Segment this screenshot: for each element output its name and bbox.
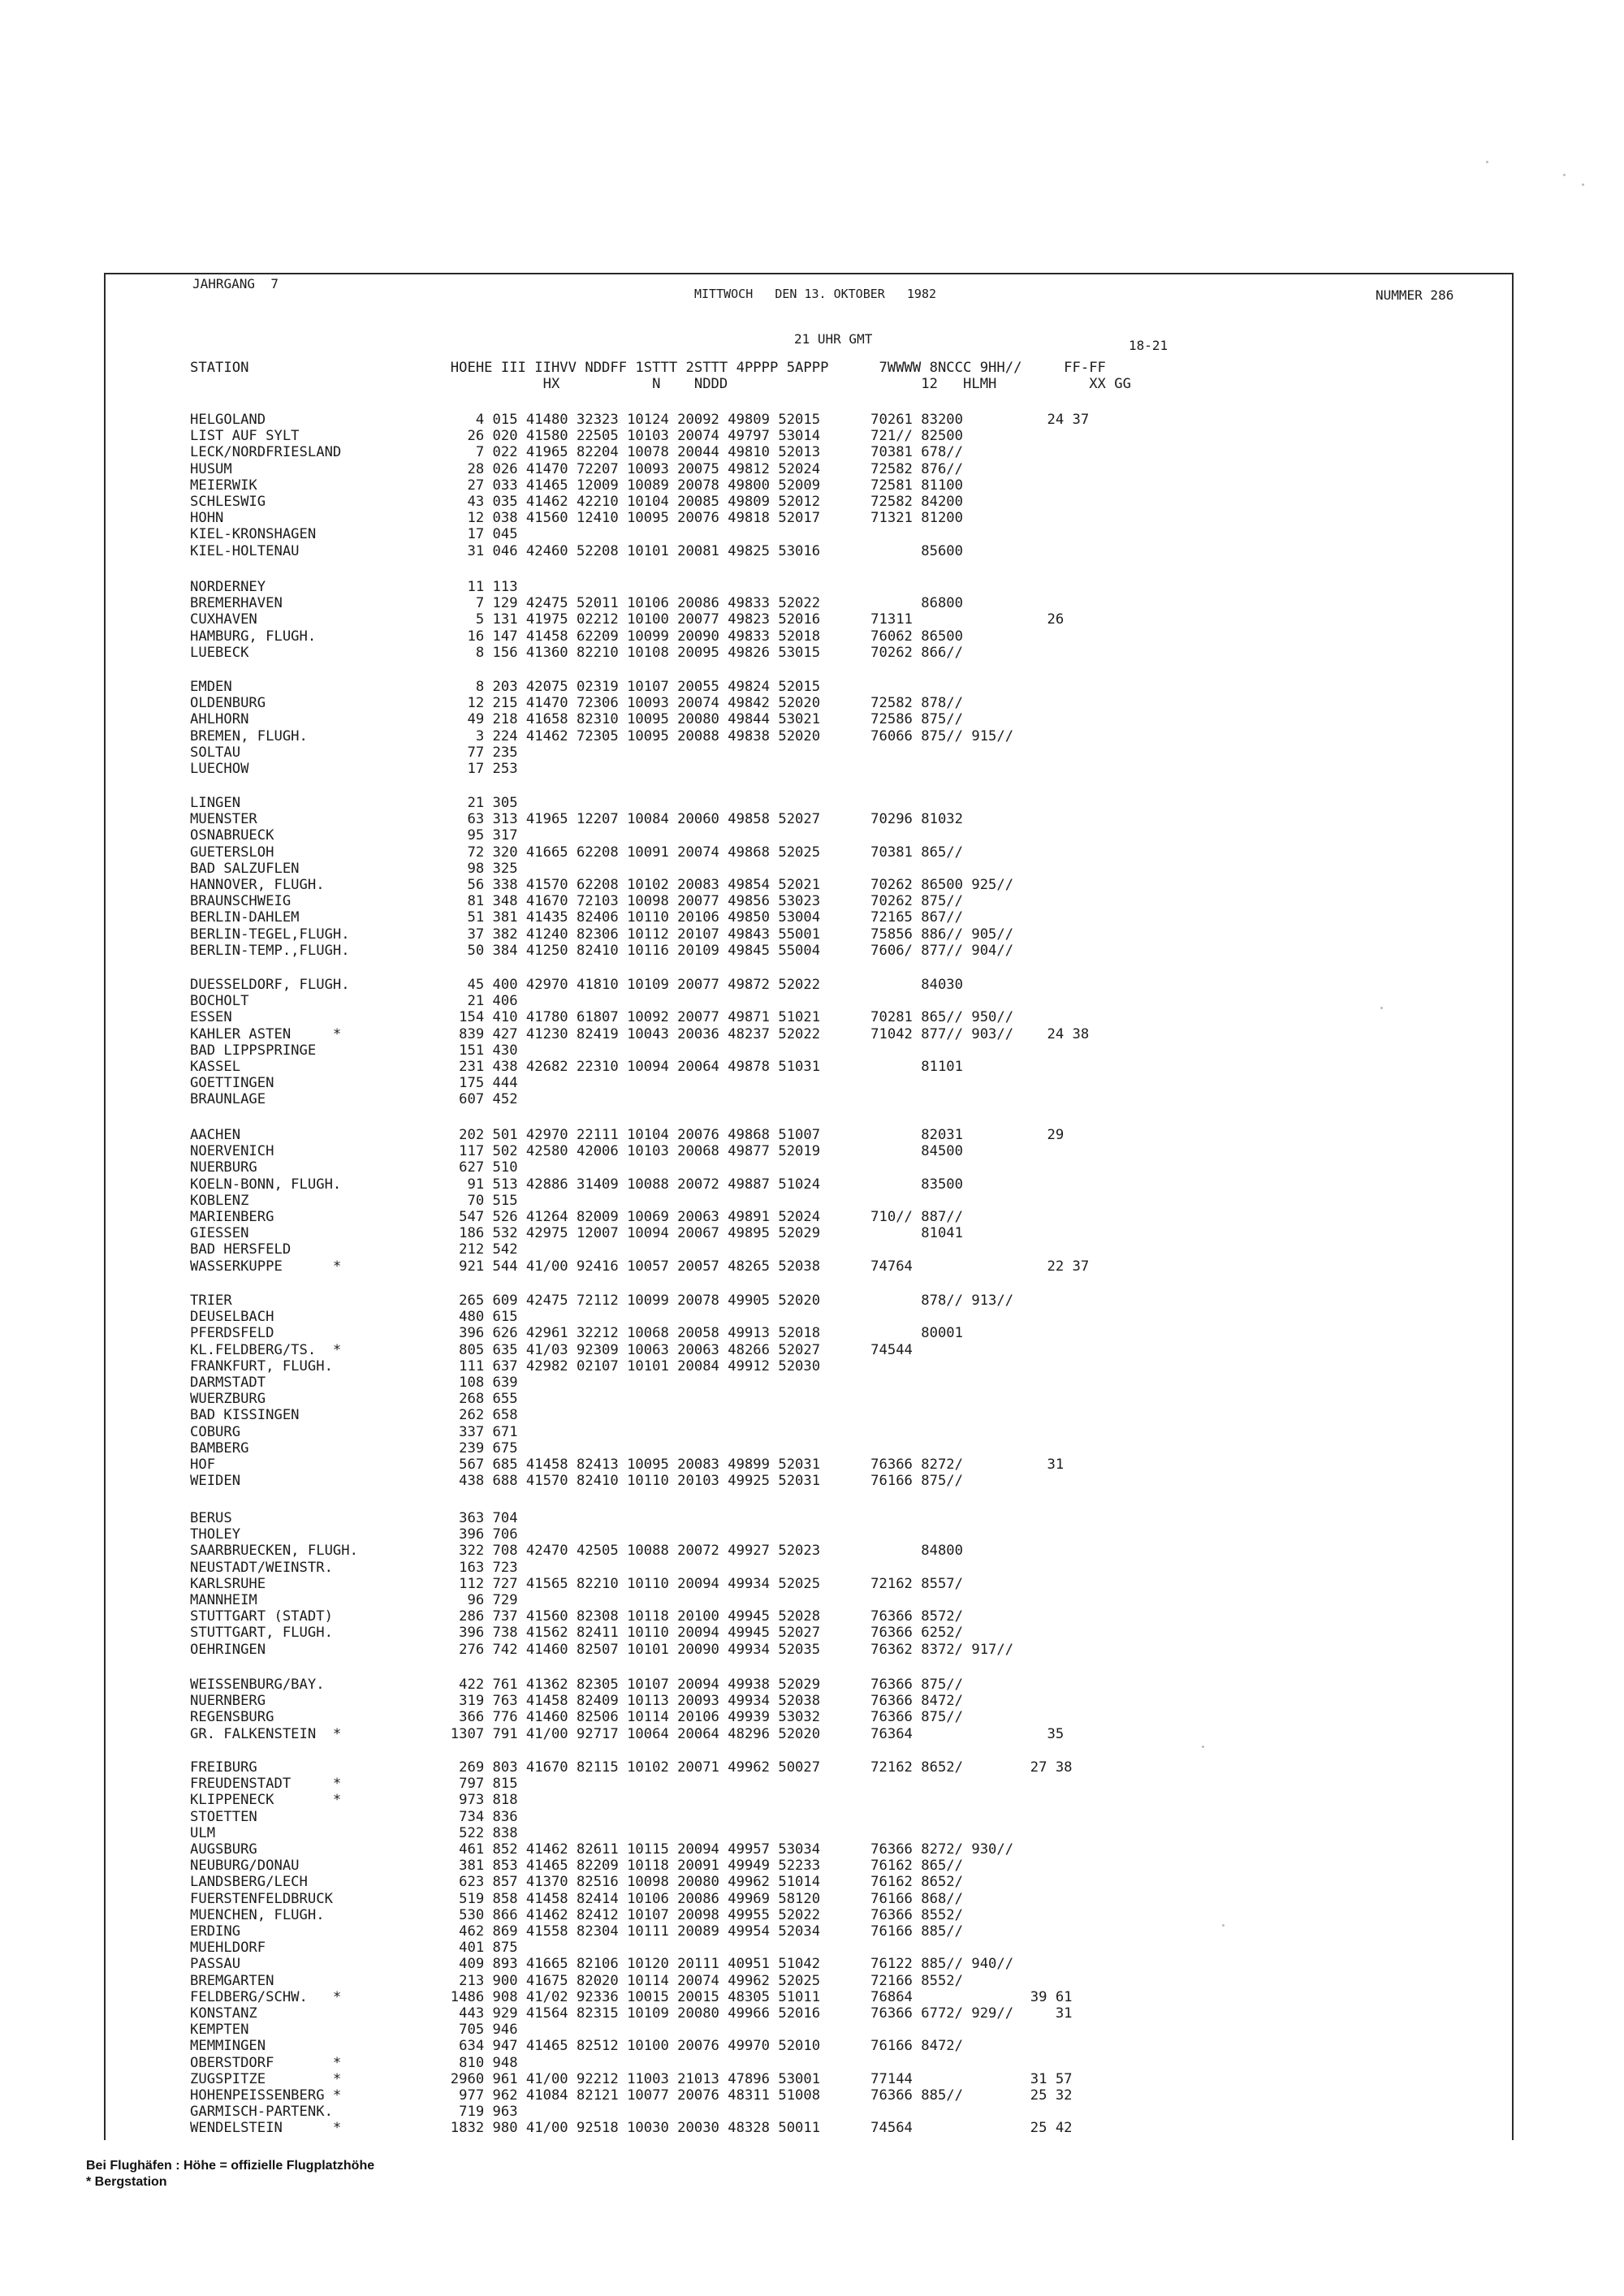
station-group-rheinland-hessen: AACHEN 202 501 42970 22111 10104 20076 49868 51007 82031 29 NOERVENICH 117 502 42580 42006 10103 20068 49877 52019 84500 NUERBURG 627 510 KOELN-BONN, FLUGH. 91 513 42886 31409 10088 20072 49887 51024 83500 KOBLENZ 70 515 MARIENBERG 547 526 41264 82009 10069 20063 49891 52024 710// 887// GIESSEN 186 532 42975 12007 10094 20067 49895 52029 81041 BAD HERSFELD 212 542 WASSERKUPPE * 921 544 41/00 92416 10057 20057 48265 52038 74764 22 37 — [190, 1127, 1090, 1275]
station-group-saar-wuerttemberg: BERUS 363 704 THOLEY 396 706 SAARBRUECKEN, FLUGH. 322 708 42470 42505 10088 20072 49927 52023 84800 NEUSTADT/WEINSTR. 163 723 KARLSRUHE 112 727 41565 82210 10110 20094 49934 52025 72162 8557/ MANNHEIM 96 729 STUTTGART (STADT) 286 737 41560 82308 10118 20100 49945 52028 76366 8572/ STUTTGART, FLUGH. 396 738 41562 82411 10110 20094 49945 52027 76366 6252/ OEHRINGEN 276 742 41460 82507 10101 20090 49934 52035 76362 8372/ 917// — [190, 1510, 1014, 1658]
footnote-airport-elevation: Bei Flughäfen : Höhe = offizielle Flugplatzhöhe — [86, 2159, 375, 2173]
station-group-nordrhein: DUESSELDORF, FLUGH. 45 400 42970 41810 10109 20077 49872 52022 84030 BOCHOLT 21 406 ESSEN 154 410 41780 61807 10092 20077 49871 51021 70281 865// 950// KAHLER ASTEN * 839 427 41230 82419 10043 20036 48237 52022 71042 877// 903// 24 38 BAD LIPPSPRINGE 151 430 KASSEL 231 438 42682 22310 10094 20064 49878 51031 81101 GOETTINGEN 175 444 BRAUNLAGE 607 452 — [190, 977, 1090, 1108]
scan-speck — [1563, 174, 1566, 176]
scan-speck — [1582, 183, 1584, 186]
scan-speck — [1486, 161, 1488, 163]
station-group-weser-ems: EMDEN 8 203 42075 02319 10107 20055 49824 52015 OLDENBURG 12 215 41470 72306 10093 20074 49842 52020 72582 878// AHLHORN 49 218 41658 82310 10095 20080 49844 53021 72586 875// BREMEN, FLUGH. 3 224 41462 72305 10095 20088 49838 52020 76066 875// 915// SOLTAU 77 235 LUECHOW 17 253 — [190, 679, 1014, 778]
station-group-nord: HELGOLAND 4 015 41480 32323 10124 20092 49809 52015 70261 83200 24 37 LIST AUF SYLT 26 020 41580 22505 10103 20074 49797 53014 721// 82500 LECK/NORDFRIESLAND 7 022 41965 82204 10078 20044 49810 52013 70381 678// HUSUM 28 026 41470 72207 10093 20075 49812 52024 72582 876// MEIERWIK 27 033 41465 12009 10089 20078 49800 52009 72581 81100 SCHLESWIG 43 035 41462 42210 10104 20085 49809 52012 72582 84200 HOHN 12 038 41560 12410 10095 20076 49818 52017 71321 81200 KIEL-KRONSHAGEN 17 045 KIEL-HOLTENAU 31 046 42460 52208 10101 20081 49825 53016 85600 — [190, 412, 1090, 559]
scan-speck — [1202, 1746, 1204, 1748]
station-group-nordwest: NORDERNEY 11 113 BREMERHAVEN 7 129 42475 52011 10106 20086 49833 52022 86800 CUXHAVEN 5 131 41975 02212 10100 20077 49823 52016 71311 26 HAMBURG, FLUGH. 16 147 41458 62209 10099 20090 49833 52018 76062 86500 LUEBECK 8 156 41360 82210 10108 20095 49826 53015 70262 866// — [190, 579, 1065, 661]
column-header-line-1: STATION HOEHE III IIHVV NDDFF 1STTT 2STTT 4PPPP 5APPP 7WWWW 8NCCC 9HH// FF-FF — [190, 360, 1106, 376]
station-group-niedersachsen-berlin: LINGEN 21 305 MUENSTER 63 313 41965 12207 10084 20060 49858 52027 70296 81032 OSNABRUECK 95 317 GUETERSLOH 72 320 41665 62208 10091 20074 49868 52025 70381 865// BAD SALZUFLEN 98 325 HANNOVER, FLUGH. 56 338 41570 62208 10102 20083 49854 52021 70262 86500 925// BRAUNSCHWEIG 81 348 41670 72103 10098 20077 49856 53023 70262 875// BERLIN-DAHLEM 51 381 41435 82406 10110 20106 49850 53004 72165 867// BERLIN-TEGEL,FLUGH. 37 382 41240 82306 10112 20107 49843 55001 75856 886// 905// BERLIN-TEMP.,FLUGH. 50 384 41250 82410 10116 20109 49845 55004 7606/ 877// 904// — [190, 795, 1014, 959]
scan-speck — [1380, 1007, 1383, 1009]
station-group-sued: FREIBURG 269 803 41670 82115 10102 20071 49962 50027 72162 8652/ 27 38 FREUDENSTADT * 797 815 KLIPPENECK * 973 818 STOETTEN 734 836 ULM 522 838 AUGSBURG 461 852 41462 82611 10115 20094 49957 53034 76366 8272/ 930// NEUBURG/DONAU 381 853 41465 82209 10118 20091 49949 52233 76162 865// LANDSBERG/LECH 623 857 41370 82516 10098 20080 49962 51014 76162 8652/ FUERSTENFELDBRUCK 519 858 41458 82414 10106 20086 49969 58120 76166 868// MUENCHEN, FLUGH. 530 866 41462 82412 10107 20098 49955 52022 76366 8552/ ERDING 462 869 41558 82304 10111 20089 49954 52034 76166 885// MUEHLDORF 401 875 PASSAU 409 893 41665 82106 10120 20111 40951 51042 76122 885// 940// BREMGARTEN 213 900 41675 82020 10114 20074 49962 52025 72166 8552/ FELDBERG/SCHW. * 1486 908 41/02 92336 10015 20015 48305 51011 76864 39 61 KONSTANZ 443 929 41564 82315 10109 20080 49966 52016 76366 6772/ 929// 31 KEMPTEN 705 946 MEMMINGEN 634 947 41465 82512 10100 20076 49970 52010 76166 8472/ OBERSTDORF * 810 948 ZUGSPITZE * 2960 961 41/00 92212 11003 21013 47896 53001 77144 31 57 HOHENPEISSENBERG * 977 962 41084 82121 10077 20076 48311 51008 76366 885// 25 32 GARMISCH-PARTENK. 719 963 WENDELSTEIN * 1832 980 41/00 92518 10030 20030 48328 50011 74564 25 42 — [190, 1759, 1073, 2137]
observation-time: 21 UHR GMT — [794, 331, 873, 347]
period-label: 18-21 — [1129, 338, 1168, 353]
issue-number: NUMMER 286 — [1376, 287, 1454, 303]
column-header-line-2: HX N NDDD 12 HLMH XX GG — [190, 376, 1131, 392]
volume-label: JAHRGANG 7 — [192, 276, 279, 291]
station-group-bayern-nord: WEISSENBURG/BAY. 422 761 41362 82305 10107 20094 49938 52029 76366 875// NUERNBERG 319 763 41458 82409 10113 20093 49934 52038 76366 8472/ REGENSBURG 366 776 41460 82506 10114 20106 49939 53032 76366 875// GR. FALKENSTEIN * 1307 791 41/00 92717 10064 20064 48296 52020 76364 35 — [190, 1677, 1065, 1742]
footnote-mountain-station: * Bergstation — [86, 2175, 167, 2189]
scan-speck — [1222, 1924, 1224, 1927]
station-group-main-franken: TRIER 265 609 42475 72112 10099 20078 49905 52020 878// 913// DEUSELBACH 480 615 PFERDSFELD 396 626 42961 32212 10068 20058 49913 52018 80001 KL.FELDBERG/TS. * 805 635 41/03 92309 10063 20063 48266 52027 74544 FRANKFURT, FLUGH. 111 637 42982 02107 10101 20084 49912 52030 DARMSTADT 108 639 WUERZBURG 268 655 BAD KISSINGEN 262 658 COBURG 337 671 BAMBERG 239 675 HOF 567 685 41458 82413 10095 20083 49899 52031 76366 8272/ 31 WEIDEN 438 688 41570 82410 10110 20103 49925 52031 76166 875// — [190, 1293, 1065, 1490]
date-label: MITTWOCH DEN 13. OKTOBER 1982 — [694, 287, 937, 301]
